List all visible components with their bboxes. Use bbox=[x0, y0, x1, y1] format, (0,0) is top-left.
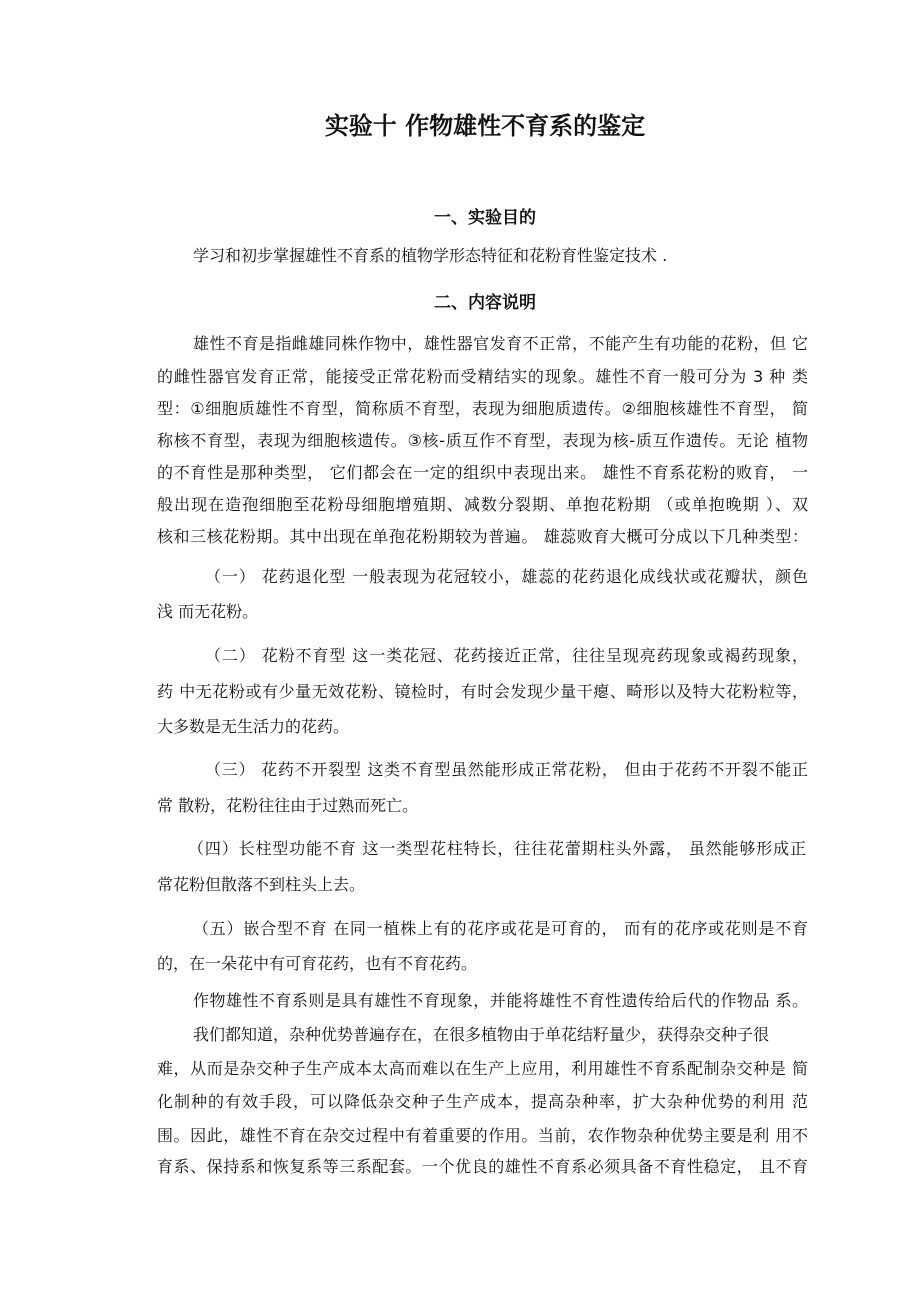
section-heading-purpose: 一、实验目的 bbox=[434, 208, 536, 228]
paragraph-line: 的不育性是那种类型， 它们都会在一定的组织中表现出来。 雄性不育系花粉的败育， 一 bbox=[157, 463, 808, 482]
paragraph-line: 核和三核花粉期。其中出现在单孢花粉期较为普遍。 雄蕊败育大概可分成以下几种类型： bbox=[157, 527, 808, 546]
paragraph-line: 育系、保持系和恢复系等三系配套。一个优良的雄性不育系必须具备不育性稳定， 且不育 bbox=[157, 1157, 808, 1176]
type-3-line: （三） 花药不开裂型 这类不育型虽然能形成正常花粉， 但由于花药不开裂不能正 bbox=[205, 760, 808, 779]
paragraph-line: 般出现在造孢细胞至花粉母细胞增殖期、减数分裂期、单抱花粉期 （或单抱晚期 ）、双 bbox=[157, 495, 808, 514]
type-5-line: 的，在一朵花中有可育花药，也有不育花药。 bbox=[157, 954, 478, 973]
paragraph-line: 作物雄性不育系则是具有雄性不育现象，并能将雄性不育性遗传给后代的作物品 系。 bbox=[193, 991, 808, 1010]
section-heading-content: 二、内容说明 bbox=[434, 293, 536, 313]
type-4-line: 常花粉但散落不到柱头上去。 bbox=[157, 875, 366, 894]
type-1-line: （一） 花药退化型 一般表现为花冠较小，雄蕊的花药退化成线状或花瓣状，颜色 bbox=[205, 567, 808, 586]
paragraph-line: 围。因此，雄性不育在杂交过程中有着重要的作用。当前，农作物杂种优势主要是利 用不 bbox=[157, 1126, 808, 1145]
type-2-line: 药 中无花粉或有少量无效花粉、镜检时，有时会发现少量干瘪、畸形以及特大花粉粒等， bbox=[157, 682, 808, 701]
type-3-line: 常 散粉，花粉往往由于过熟而死亡。 bbox=[157, 796, 419, 815]
paragraph-line: 我们都知道，杂种优势普遍存在，在很多植物由于单花结籽量少，获得杂交种子很 bbox=[193, 1025, 770, 1044]
type-5-line: （五）嵌合型不育 在同一植株上有的花序或花是可育的， 而有的花序或花则是不育 bbox=[193, 919, 808, 938]
purpose-text: 学习和初步掌握雄性不育系的植物学形态特征和花粉育性鉴定技术 . bbox=[193, 246, 668, 265]
type-4-line: （四）长柱型功能不育 这一类型花柱特长，往往花蕾期柱头外露， 虽然能够形成正 bbox=[188, 839, 806, 858]
paragraph-line: 型：①细胞质雄性不育型，简称质不育型，表现为细胞质遗传。②细胞核雄性不育型， 简 bbox=[157, 399, 808, 418]
type-2-line: 大多数是无生活力的花药。 bbox=[157, 717, 350, 736]
type-1-line: 浅 而无花粉。 bbox=[157, 602, 259, 621]
paragraph-line: 雄性不育是指雌雄同株作物中，雄性器官发育不正常，不能产生有功能的花粉，但 它 bbox=[193, 334, 808, 353]
paragraph-line: 称核不育型，表现为细胞核遗传。③核-质互作不育型，表现为核-质互作遗传。无论 植物 bbox=[157, 431, 808, 450]
type-2-line: （二） 花粉不育型 这一类花冠、花药接近正常，往往呈现亮药现象或褐药现象， bbox=[205, 646, 808, 665]
paragraph-line: 难，从而是杂交种子生产成本太高而难以在生产上应用，利用雄性不育系配制杂交种是 简 bbox=[157, 1059, 808, 1078]
paragraph-line: 的雌性器官发育正常，能接受正常花粉而受精结实的现象。雄性不育一般可分为 3 种 类 bbox=[157, 367, 808, 386]
document-title: 实验十 作物雄性不育系的鉴定 bbox=[324, 112, 646, 140]
paragraph-line: 化制种的有效手段，可以降低杂交种子生产成本，提高杂种率，扩大杂种优势的利用 范 bbox=[157, 1092, 808, 1111]
